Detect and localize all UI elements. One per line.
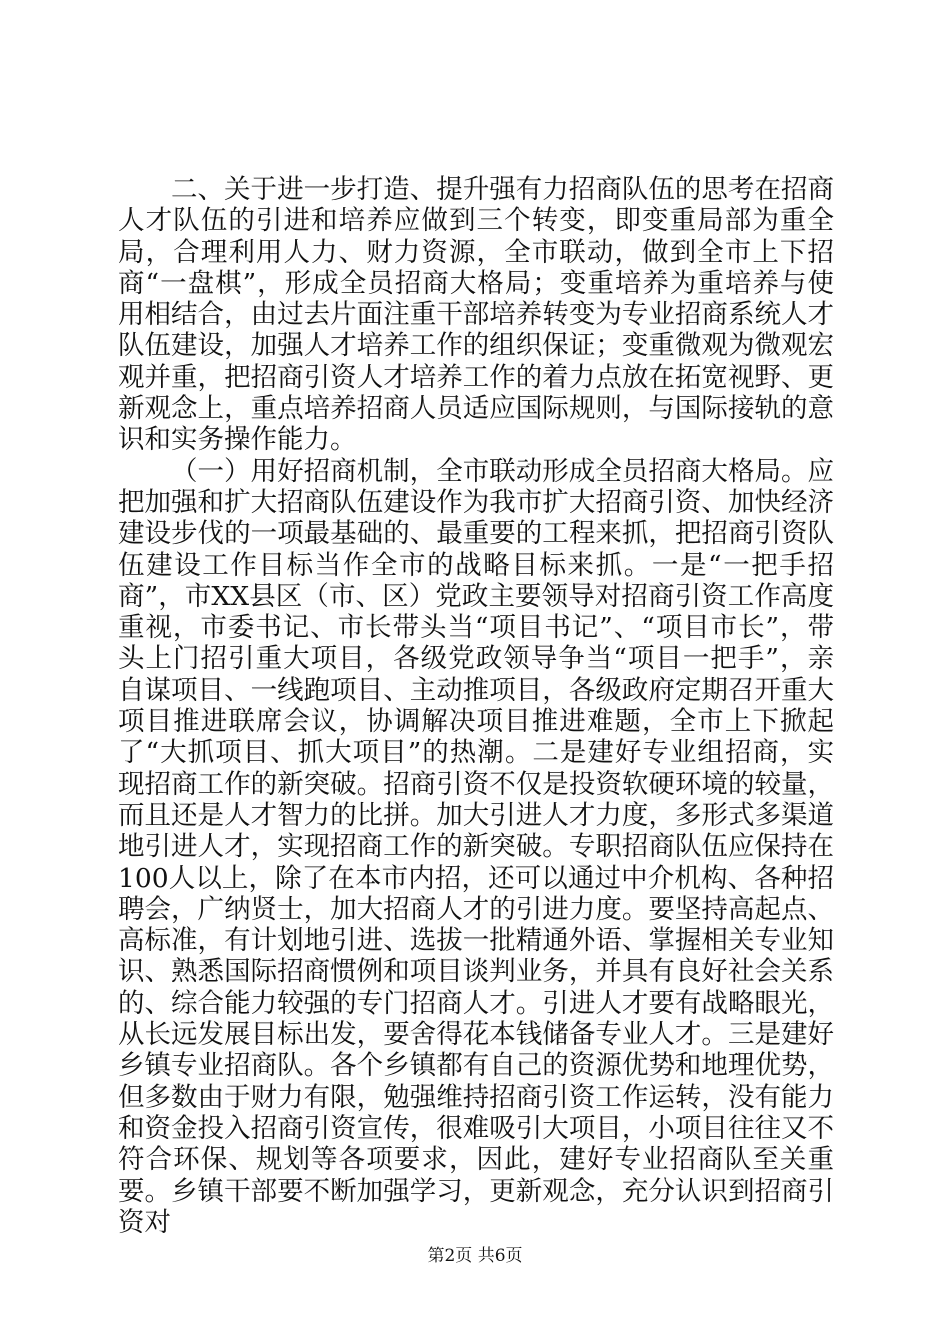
paragraph-section-two: 二、关于进一步打造、提升强有力招商队伍的思考在招商人才队伍的引进和培养应做到三个转变，即变重局部为重全局，合理利用人力、财力资源，全市联动，做到全市上下招商“一盘棋”，形成全员招商大格局；变重培养为重培养与使用相结合，由过去片面注重干部培养转变为专业招商系统人才队伍建设，加强人才培养工作的组织保证；变重微观为微观宏观并重，把招商引资人才培养工作的着力点放在拓宽视野、更新观念上，重点培养招商人员适应国际规则，与国际接轨的意识和实务操作能力。	[118, 174, 834, 456]
document-body	[118, 174, 834, 1238]
paragraph-subsection-one: （一）用好招商机制，全市联动形成全员招商大格局。应把加强和扩大招商队伍建设作为我市扩大招商引资、加快经济建设步伐的一项最基础的、最重要的工程来抓，把招商引资队伍建设工作目标当作全市的战略目标来抓。一是“一把手招商”，市XX县区（市、区）党政主要领导对招商引资工作高度重视，市委书记、市长带头当“项目书记”、“项目市长”，带头上门招引重大项目，各级党政领导争当“项目一把手”，亲自谋项目、一线跑项目、主动推项目，各级政府定期召开重大项目推进联席会议，协调解决项目推进难题，全市上下掀起了“大抓项目、抓大项目”的热潮。二是建好专业组招商，实现招商工作的新突破。招商引资不仅是投资软硬环境的较量，而且还是人才智力的比拼。加大引进人才力度，多形式多渠道地引进人才，实现招商工作的新突破。专职招商队伍应保持在100人以上，除了在本市内招，还可以通过中介机构、各种招聘会，广纳贤士，加大招商人才的引进力度。要坚持高起点、高标准，有计划地引进、选拔一批精通外语、掌握相关专业知识、熟悉国际招商惯例和项目谈判业务，并具有良好社会关系的、综合能力较强的专门招商人才。引进人才要有战略眼光，从长远发展目标出发，要舍得花本钱储备专业人才。三是建好乡镇专业招商队。各个乡镇都有自己的资源优势和地理优势，但多数由于财力有限，勉强维持招商引资工作运转，没有能力和资金投入招商引资宣传，很难吸引大项目，小项目往往又不符合环保、规划等各项要求，因此，建好专业招商队至关重要。乡镇干部要不断加强学习，更新观念，充分认识到招商引资对	[118, 455, 834, 1238]
page-number-footer: 第2页 共6页	[427, 1246, 523, 1266]
